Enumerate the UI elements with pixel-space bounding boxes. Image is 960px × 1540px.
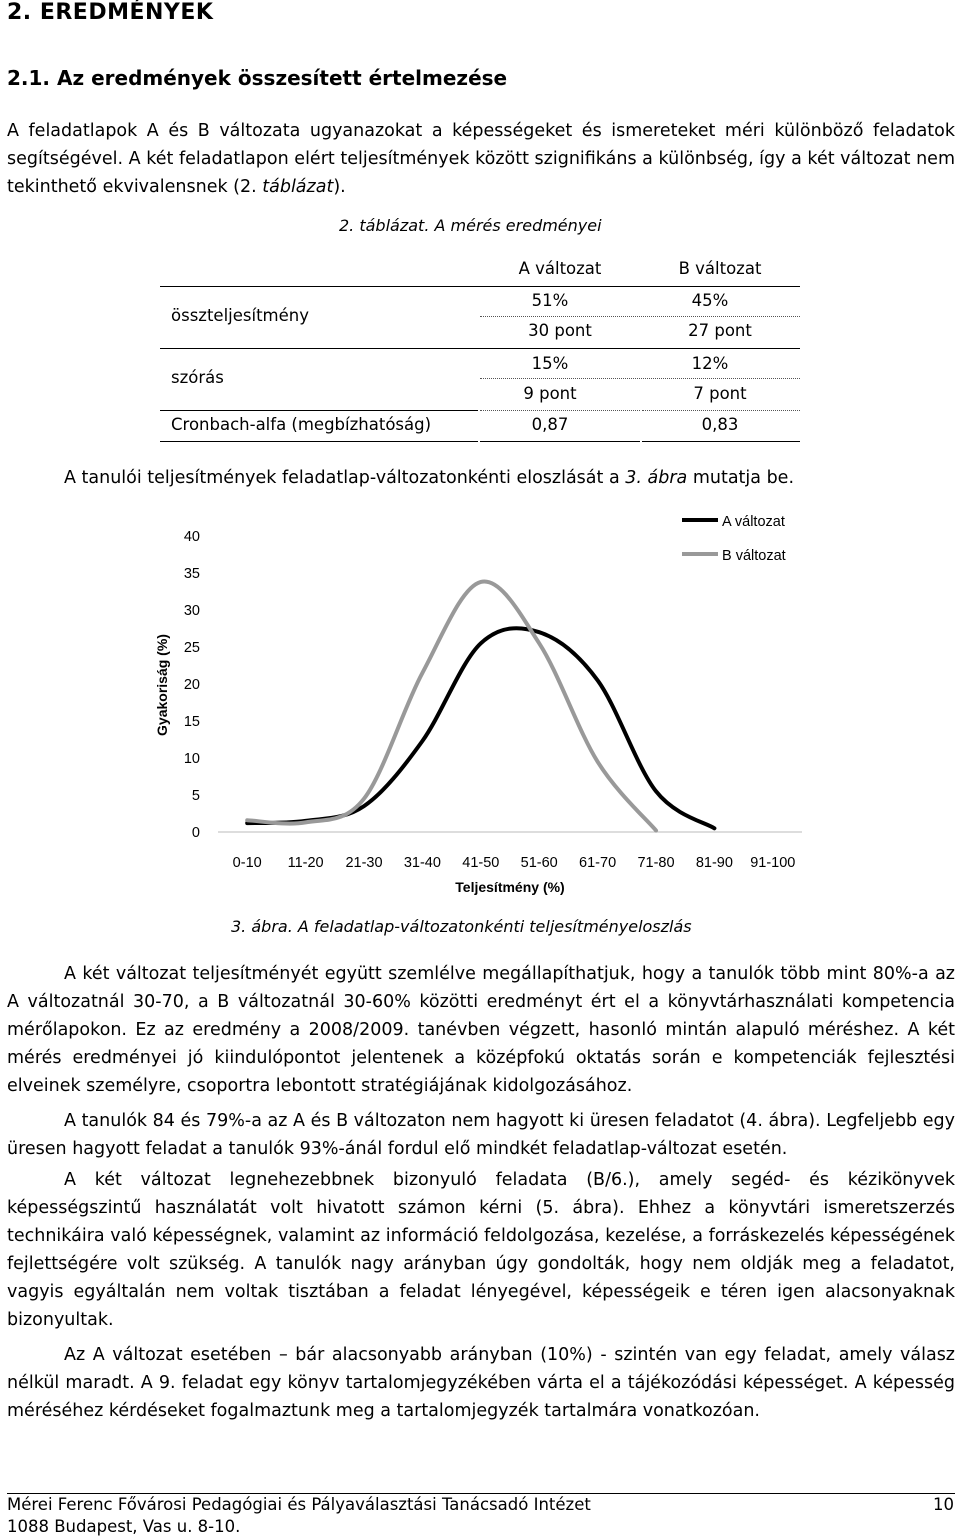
- x-tick-label: 21-30: [345, 855, 383, 871]
- cell: 9 pont: [523, 384, 577, 403]
- x-axis-title: Teljesítmény (%): [455, 879, 565, 895]
- x-tick-label: 71-80: [637, 855, 675, 871]
- table-caption: 2. táblázat. A mérés eredményei: [339, 216, 602, 235]
- table-rule: [642, 410, 800, 411]
- y-tick-label: 5: [191, 788, 200, 804]
- table-rule: [160, 348, 800, 349]
- x-tick-label: 41-50: [462, 855, 500, 871]
- cell: 51%: [531, 291, 569, 310]
- x-tick-label: 81-90: [695, 855, 733, 871]
- row-label: szórás: [171, 368, 224, 387]
- y-tick-label: 0: [191, 825, 200, 841]
- table-rule: [480, 316, 800, 317]
- legend: [682, 514, 786, 564]
- y-tick-label: 15: [183, 714, 200, 730]
- table-reference: táblázat: [262, 177, 334, 197]
- table-rule: [160, 410, 478, 411]
- series-line-a: [247, 628, 714, 828]
- y-tick-label: 40: [183, 529, 200, 545]
- header-a: A változat: [518, 259, 602, 278]
- y-tick-label: 10: [183, 751, 200, 767]
- y-tick-label: 25: [183, 640, 200, 656]
- series-line-b: [247, 581, 656, 830]
- cell: 0,87: [531, 415, 569, 434]
- table-rule: [642, 441, 800, 442]
- y-tick-label: 30: [183, 603, 200, 619]
- table-rule: [160, 441, 478, 442]
- page-heading: 2. EREDMÉNYEK: [7, 0, 214, 25]
- footer-institution: Mérei Ferenc Fővárosi Pedagógiai és Pályaválasztási Tanácsadó Intézet: [7, 1495, 591, 1514]
- paragraph-3: A két változat legnehezebbnek bizonyuló feladata (B/6.), amely segéd- és kézikönyvek képességszintű használatát volt hivatott számon kérni (5. ábra). Ehhez a könyvtári ismeretszerzés technikáira való képességnek, valamint az információ feldolgozása, kezelése, a forráskezelés képességének fejlettségére volt szükség. A tanulók nagy arányban úgy gondolták, hogy nem oldják meg a feladatot, vagyis egyáltalán nem voltak tisztában a feladat lényegével, képességeik e téren igen alacsonyaknak bizonyultak.: [7, 1170, 955, 1330]
- x-tick-label: 51-60: [520, 855, 558, 871]
- row-label: összteljesítmény: [171, 306, 309, 325]
- cell: 15%: [531, 354, 569, 373]
- table-rule: [480, 410, 640, 411]
- cell: 7 pont: [693, 384, 747, 403]
- cell: 30 pont: [528, 321, 592, 340]
- y-tick-label: 20: [183, 677, 200, 693]
- paragraph-4: Az A változat esetében – bár alacsonyabb arányban (10%) - szintén van egy feladat, amely válasz nélkül maradt. A 9. feladat egy könyv tartalomjegyzékében várta el a tájékozódási képességet. A képesség méréséhez kérdéseket fogalmaztunk meg a tartalomjegyzék tartalmára vonatkozóan.: [7, 1345, 955, 1421]
- footer-page-number: 10: [933, 1495, 954, 1514]
- section-heading: 2.1. Az eredmények összesített értelmezése: [7, 66, 508, 90]
- footer-address: 1088 Budapest, Vas u. 8-10.: [7, 1517, 241, 1536]
- cell: 0,83: [701, 415, 739, 434]
- figure-reference: 3. ábra: [625, 468, 688, 488]
- y-axis-title: Gyakoriság (%): [154, 634, 170, 736]
- x-tick-label: 31-40: [403, 855, 441, 871]
- x-tick-label: 91-100: [750, 855, 796, 871]
- figure-intro: A tanulói teljesítmények feladatlap-változatonkénti eloszlását a 3. ábra mutatja be.: [64, 468, 795, 488]
- row-label: Cronbach-alfa (megbízhatóság): [171, 415, 432, 434]
- intro-paragraph: A feladatlapok A és B változata ugyanazokat a képességeket és ismereteket méri különböző feladatok segítségével. A két feladatlapon elért teljesítmények között szignifikáns a különbség, így a két változat nem tekinthető ekvivalensnek (2. táblázat).: [7, 121, 955, 197]
- table-rule: [480, 378, 800, 379]
- cell: 45%: [691, 291, 729, 310]
- table-rule: [480, 441, 640, 442]
- cell: 27 pont: [688, 321, 752, 340]
- x-tick-label: 61-70: [579, 855, 617, 871]
- figure-caption: 3. ábra. A feladatlap-változatonkénti teljesítményeloszlás: [231, 917, 692, 936]
- paragraph-2: A tanulók 84 és 79%-a az A és B változaton nem hagyott ki üresen feladatot (4. ábra). Legfeljebb egy üresen hagyott feladat a tanulók 93%-ánál fordul elő mindkét feladatlap-változat esetén.: [7, 1111, 955, 1159]
- paragraph-1: A két változat teljesítményét együtt szemlélve megállapíthatjuk, hogy a tanulók több mint 80%-a az A változatnál 30-70, a B változatnál 30-60% közötti eredményt ért el a könyvtárhasználati kompetencia mérőlapokon. Ez az eredmény a 2008/2009. tanévben végzett, hasonló mintán alapuló méréshez. A két mérés eredményei jó kiindulópontot jelentenek a középfokú oktatás során e kompetenciák fejlesztési elveinek személyre, csoportra lebontott stratégiájának kidolgozásához.: [7, 964, 955, 1096]
- cell: 12%: [691, 354, 729, 373]
- x-tick-label: 11-20: [287, 855, 324, 871]
- footer-rule: [7, 1493, 955, 1494]
- table-rule: [160, 286, 800, 287]
- y-tick-label: 35: [183, 566, 200, 582]
- legend-label-b: B változat: [722, 548, 786, 564]
- header-b: B változat: [678, 259, 762, 278]
- distribution-chart: [0, 500, 960, 910]
- legend-label-a: A változat: [722, 514, 785, 530]
- x-tick-label: 0-10: [232, 855, 262, 871]
